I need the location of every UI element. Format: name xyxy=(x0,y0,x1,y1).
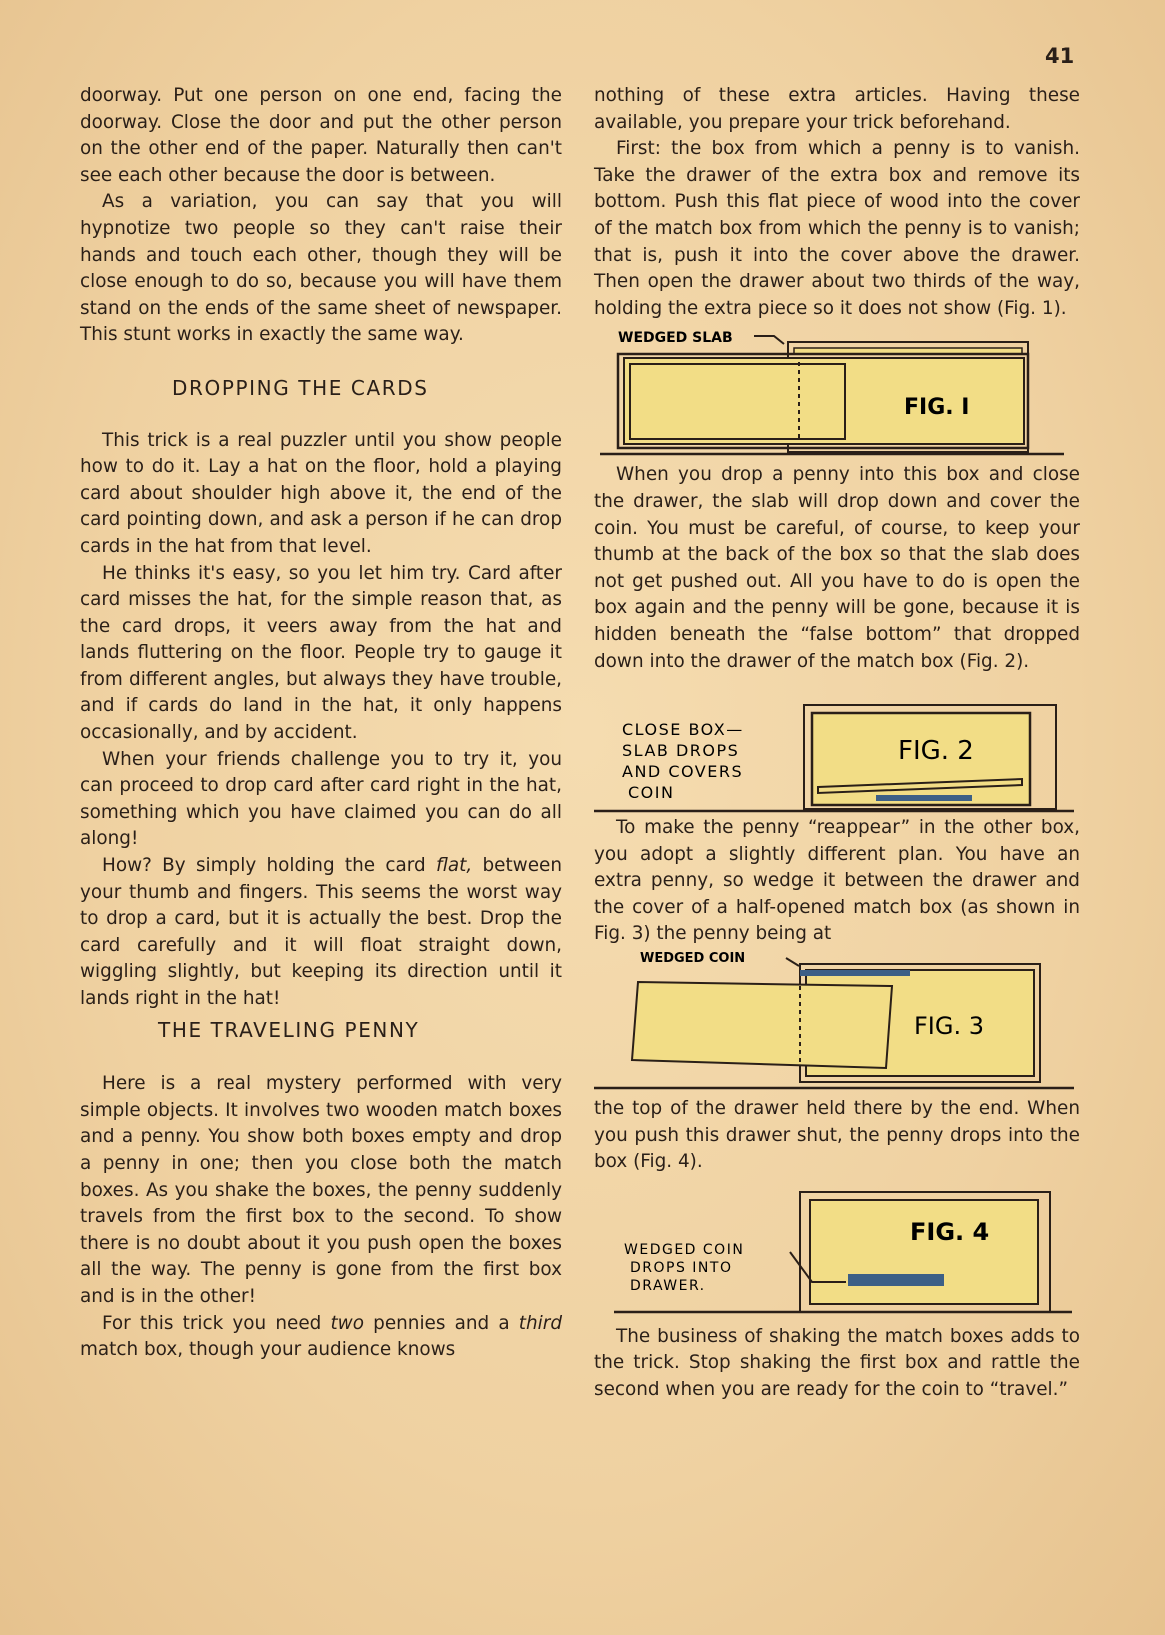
section-heading-traveling-penny: THE TRAVELING PENNY xyxy=(158,1017,420,1042)
fig4-callout-line: DRAWER. xyxy=(630,1277,706,1294)
paragraph: For this trick you need two pennies and a third match box, though your audience knows xyxy=(80,1312,562,1361)
paragraph: nothing of these extra articles. Having these available, you prepare your trick beforehand. xyxy=(594,85,1080,133)
paragraph: the top of the drawer held there by the end. When you push this drawer shut, the penny drops into the box (Fig. 4). xyxy=(594,1098,1080,1173)
figure-4 xyxy=(594,1176,1080,1324)
figure-2 xyxy=(594,675,1080,815)
paragraph: How? By simply holding the card flat, between your thumb and fingers. This seems the worst way to drop a card, but it is actually the best. Drop the card carefully and it will float straight down, wiggling slightly, but keeping its direction until it lands right in the hat! xyxy=(80,855,562,1009)
fig2-callout-line: SLAB DROPS xyxy=(622,741,740,761)
paragraph: This trick is a real puzzler until you show people how to do it. Lay a hat on the floor, hold a playing card about shoulder high above it, the end of the card pointing down, and ask a person if he can drop cards in the hat from that level. xyxy=(80,429,562,557)
left-column xyxy=(80,83,562,1364)
figure-3 xyxy=(594,948,1080,1096)
fig2-label: FIG. 2 xyxy=(898,736,974,767)
fig3-label: FIG. 3 xyxy=(914,1012,985,1041)
fig2-callout-line: AND COVERS xyxy=(622,762,744,782)
fig4-callout-line: DROPS INTO xyxy=(630,1259,733,1276)
fig4-label: FIG. 4 xyxy=(910,1217,990,1246)
paragraph: doorway. Put one person on one end, facing the doorway. Close the door and put the other person on the other end of the paper. Naturally then can't see each other because the door is between. xyxy=(80,85,562,186)
fig2-callout-line: COIN xyxy=(628,783,675,803)
paragraph: As a variation, you can say that you will hypnotize two people so they can't raise their hands and touch each other, though they will be close enough to do so, because you will have them stand on the ends of the same sheet of newspaper. This stunt works in exactly the same way. xyxy=(80,191,562,346)
paragraph: When you drop a penny into this box and close the drawer, the slab will drop down and cover the coin. You must be careful, of course, to keep your thumb at the back of the box so that the slab does not get pushed out. All you have to do is open the box again and the penny will be gone, because it is hidden beneath the “false bottom” that dropped down into the drawer of the match box (Fig. 2). xyxy=(594,464,1080,672)
paragraph: Here is a real mystery performed with very simple objects. It involves two wooden match boxes and a penny. You show both boxes empty and drop a penny in one; then you close both the match boxes. As you shake the boxes, the penny suddenly travels from the first box to the second. To show there is no doubt about it you push open the boxes all the way. The penny is gone from the first box and is in the other! xyxy=(80,1073,562,1307)
paragraph: First: the box from which a penny is to vanish. Take the drawer of the extra box and remove its bottom. Push this flat piece of wood into the cover of the match box from which the penny is to vanish; that is, push it into the cover above the drawer. Then open the drawer about two thirds of the way, holding the extra piece so it does not show (Fig. 1). xyxy=(594,138,1080,319)
fig3-callout: WEDGED COIN xyxy=(640,951,746,967)
fig1-label: FIG. I xyxy=(904,395,970,421)
fig1-callout: WEDGED SLAB xyxy=(618,330,733,347)
right-column xyxy=(594,83,1080,1404)
section-heading-dropping-cards: DROPPING THE CARDS xyxy=(172,375,429,400)
paragraph: To make the penny “reappear” in the other box, you adopt a slightly different plan. You have an extra penny, so wedge it between the drawer and the cover of a half-opened match box (as shown in Fig. 3) the penny being at xyxy=(594,817,1080,945)
fig4-callout-line: WEDGED COIN xyxy=(624,1241,745,1258)
paragraph: He thinks it's easy, so you let him try. Card after card misses the hat, for the simple reason that, as the card drops, it veers away from the hat and lands fluttering on the floor. People try to gauge it from different angles, but always they have trouble, and if cards do land in the hat, it only happens occasionally, and by accident. xyxy=(80,562,562,744)
fig2-callout-line: CLOSE BOX— xyxy=(622,720,744,740)
paragraph: When your friends challenge you to try it, you can proceed to drop card after card right in the hat, something which you have claimed you can do all along! xyxy=(80,748,562,850)
paragraph: The business of shaking the match boxes adds to the trick. Stop shaking the first box and rattle the second when you are ready for the coin to “travel.” xyxy=(594,1325,1080,1401)
page-number: 41 xyxy=(1045,44,1075,68)
figure-1 xyxy=(594,322,1080,462)
